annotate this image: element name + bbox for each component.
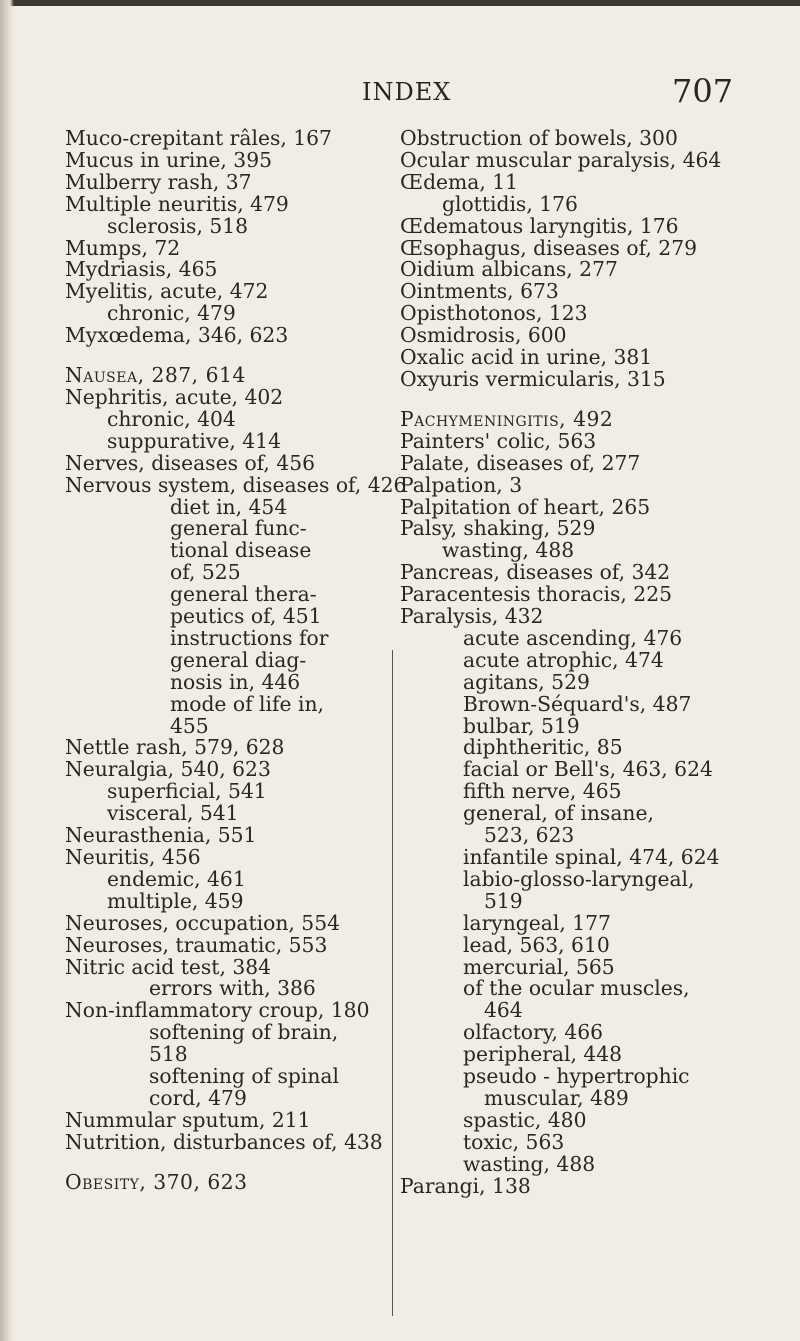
index-subentry: lead, 563, 610 [463,932,610,957]
index-entry: Paracentesis thoracis, 225 [400,582,673,607]
index-subentry: tional disease [170,538,312,563]
index-entry: Obesity, 370, 623 [65,1169,248,1194]
index-subentry: acute atrophic, 474 [463,647,664,672]
index-subentry: peripheral, 448 [463,1042,623,1067]
index-entry: Palate, diseases of, 277 [400,450,641,475]
index-entry: Paralysis, 432 [400,604,544,629]
binding-shadow [0,0,14,1341]
index-subentry: 519 [484,888,523,913]
page-header [0,72,800,112]
index-subentry: olfactory, 466 [463,1020,604,1045]
index-subentry: endemic, 461 [107,866,246,891]
index-entry: Obstruction of bowels, 300 [400,126,678,150]
index-subentry: labio-glosso-laryngeal, [463,866,695,891]
index-subentry: of, 525 [170,560,241,585]
index-subentry: 518 [149,1042,188,1067]
index-subentry: Brown-Séquard's, 487 [463,691,692,716]
index-entry: Oidium albicans, 277 [400,257,618,282]
index-entry: Oxyuris vermicularis, 315 [400,366,666,391]
index-subentry: diet in, 454 [170,494,288,519]
index-entry: Parangi, 138 [400,1173,531,1198]
index-entry: Mumps, 72 [65,235,181,260]
index-subentry: visceral, 541 [107,801,239,826]
index-entry: Ointments, 673 [400,279,559,304]
index-entry: Nutrition, disturbances of, 438 [65,1129,383,1154]
index-entry: Nervous system, diseases of, 426 [65,472,407,497]
index-entry: Nerves, diseases of, 456 [65,450,316,475]
index-subentry: mercurial, 565 [463,954,615,979]
index-entry: Pachymeningitis, 492 [400,406,614,431]
running-title: INDEX [362,78,452,106]
index-entry: Neuralgia, 540, 623 [65,757,271,782]
index-subentry: toxic, 563 [463,1129,565,1154]
index-subentry: spastic, 480 [463,1107,587,1132]
index-entry: Palpitation of heart, 265 [400,494,651,519]
index-subentry: general thera- [170,582,317,607]
index-subentry: peutics of, 451 [170,604,322,629]
index-subentry: suppurative, 414 [107,428,281,453]
index-entry: Œsophagus, diseases of, 279 [400,235,697,260]
index-subentry: laryngeal, 177 [463,910,611,935]
index-subentry: facial or Bell's, 463, 624 [463,757,713,782]
index-subentry: multiple, 459 [107,888,244,913]
index-entry: Neurasthenia, 551 [65,823,257,848]
index-entry: Ocular muscular paralysis, 464 [400,147,722,172]
index-entry: Myxœdema, 346, 623 [65,323,289,348]
index-subentry: cord, 479 [149,1085,247,1110]
index-subentry: instructions for [170,625,329,650]
index-entry: Muco-crepitant râles, 167 [65,126,332,150]
index-entry: Palsy, shaking, 529 [400,516,596,541]
index-entry: Œdema, 11 [400,169,519,194]
index-entry: Mucus in urine, 395 [65,147,273,172]
index-subentry: wasting, 488 [463,1151,596,1176]
index-subentry: fifth nerve, 465 [463,779,622,804]
index-subentry: muscular, 489 [484,1085,629,1110]
index-entry: Painters' colic, 563 [400,428,597,453]
index-subentry: general func- [170,516,307,541]
index-entry: Mulberry rash, 37 [65,169,252,194]
index-entry: Neuroses, traumatic, 553 [65,932,328,957]
index-subentry: acute ascending, 476 [463,625,683,650]
index-entry: Nettle rash, 579, 628 [65,735,285,760]
index-entry: Osmidrosis, 600 [400,323,567,348]
index-subentry: mode of life in, [170,691,324,716]
index-entry: Neuritis, 456 [65,845,201,869]
index-subentry: softening of brain, [149,1020,339,1045]
index-subentry: infantile spinal, 474, 624 [463,845,720,869]
index-column-right [400,128,745,1198]
index-entry: Multiple neuritis, 479 [65,191,289,216]
index-subentry: chronic, 479 [107,301,236,326]
index-subentry: general diag- [170,647,307,672]
index-subentry: bulbar, 519 [463,713,580,738]
index-subentry: of the ocular muscles, [463,976,690,1001]
index-entry: Œdematous laryngitis, 176 [400,213,679,238]
index-entry: Nephritis, acute, 402 [65,384,284,409]
index-entry: Oxalic acid in urine, 381 [400,345,653,370]
index-subentry: 523, 623 [484,823,575,848]
index-entry: Opisthotonos, 123 [400,301,588,326]
index-entry: Palpation, 3 [400,472,523,497]
page-number: 707 [672,72,734,110]
index-subentry: general, of insane, [463,801,654,826]
index-subentry: pseudo - hypertrophic [463,1064,690,1089]
index-subentry: agitans, 529 [463,669,590,694]
index-entry: Neuroses, occupation, 554 [65,910,341,935]
index-entry: Mydriasis, 465 [65,257,218,282]
index-subentry: superficial, 541 [107,779,267,804]
section-gap [65,1154,380,1172]
index-entry: Myelitis, acute, 472 [65,279,269,304]
index-subentry: wasting, 488 [442,538,575,563]
index-subentry: nosis in, 446 [170,669,301,694]
index-subentry: errors with, 386 [149,976,316,1001]
index-subentry: 464 [484,998,523,1023]
index-entry: Nausea, 287, 614 [65,363,246,388]
index-subentry: glottidis, 176 [442,191,578,216]
index-entry: Pancreas, diseases of, 342 [400,560,671,585]
index-subentry: diphtheritic, 85 [463,735,623,760]
index-subentry: softening of spinal [149,1064,339,1089]
column-divider [392,650,393,1316]
index-subentry: 455 [170,713,209,738]
index-entry: Nummular sputum, 211 [65,1107,311,1132]
page-top-edge [0,0,800,6]
index-subentry: chronic, 404 [107,406,236,431]
index-column-left [65,126,407,1194]
index-entry: Nitric acid test, 384 [65,954,272,979]
index-entry: Non-inflammatory croup, 180 [65,998,370,1023]
index-subentry: sclerosis, 518 [107,213,249,238]
